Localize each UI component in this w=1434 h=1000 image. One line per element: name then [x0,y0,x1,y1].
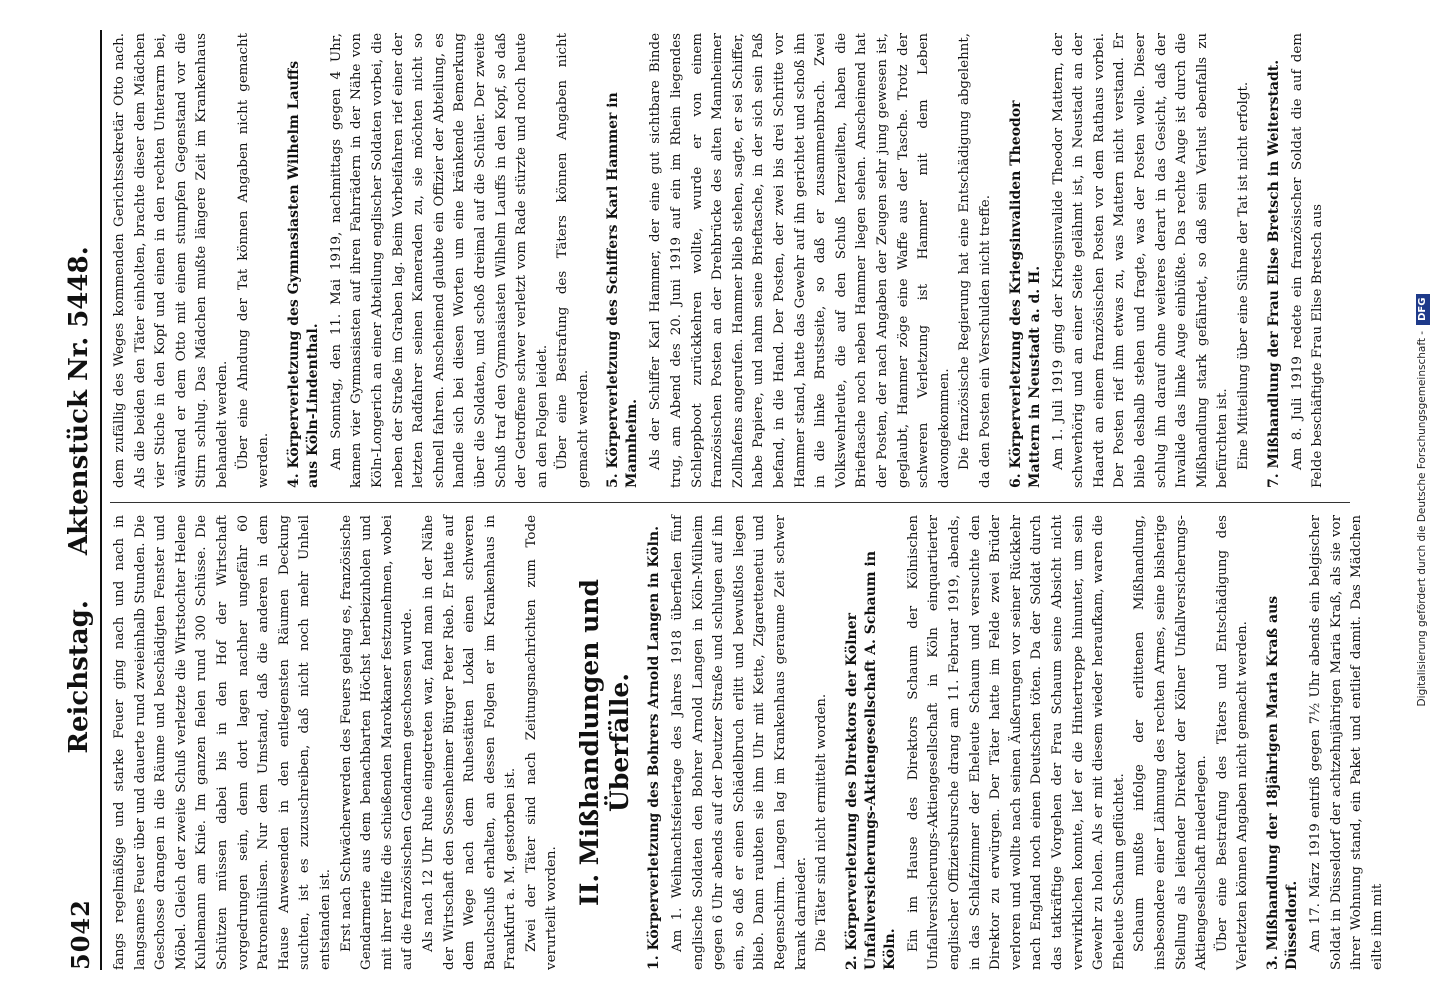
left-column [110,515,1385,970]
paragraph: Über eine Bestrafung des Täters können Angaben nicht gemacht werden. [555,33,591,488]
paragraph: Am 1. Juli 1919 ging der Kriegsinvalide Theodor Mattern, der schwerhörig und an einer Seite gelähmt ist, in Neustadt an der Haardt an einem französischen Posten vor dem Rathaus vorbei. Der Posten rief ihm etwas zu, was Mattern nicht verstand. Er blieb deshalb stehen und fragte, was der Posten wolle. Dieser schlug ihn darauf ohne weiteres derart in das Gesicht, daß der Invalide das linke Auge einbüßte. Das rechte Auge ist durch die Mißhandlung stark gefährdet, so daß sein Verlust ebenfalls zu befürchten ist. [1050,33,1231,488]
document-page [60,30,1385,970]
running-title [64,30,94,970]
paragraph: Am 8. Juli 1919 redete ein französischer Soldat die auf dem Felde beschäftigte Frau Elise Bretsch aus [1289,33,1326,488]
paragraph: Am Sonntag, den 11. Mai 1919, nachmittags gegen 4 Uhr, kamen vier Gymnasiasten auf ihren Fahrrädern in der Nähe von Köln-Longerich an einer Abteilung englischer Soldaten vorbei, die neben der Straße im Graben lag. Beim Vorbeifahren rief einer der letzten Radfahrer seinen Kameraden zu, sie möchten nicht so schnell fahren. Anscheinend glaubte ein Offizier der Abteilung, es handle sich bei diesen Worten um eine kränkende Bemerkung über die Soldaten, und schoß dreimal auf die Schüler. Der zweite Schuß traf den Gymnasiasten Wilhelm Lauffs in den Kopf, so daß der Getroffene schwer verletzt vom Rade stürzte und noch heute an den Folgen leidet. [328,33,550,488]
right-column [110,33,1350,488]
subsection-heading: 3. Mißhandlung der 18jährigen Maria Kraß aus Düsseldorf. [1264,595,1300,970]
paragraph: Über eine Ahndung der Tat können Angaben nicht gemacht werden. [235,33,272,488]
credit-text: Digitalisierung gefördert durch die Deutsche Forschungsgemeinschaft - [1416,330,1428,707]
dfg-logo: DFG [1416,294,1430,325]
subsection-heading: 2. Körperverletzung des Direktors der Kölner Unfallversicherungs-Aktiengesellschaft A. Schaum in Köln. [843,551,898,970]
paragraph: Schaum mußte infolge der erlittenen Mißhandlung, insbesondere einer Lähmung des rechten Armes, seine bisherige Stellung als leitender Direktor der Kölner Unfallversicherungs-Aktiengesellschaft niederlegen. [1132,515,1210,970]
paragraph: Eine Mitteilung über eine Sühne der Tat ist nicht erfolgt. [1235,81,1251,470]
subsection-heading: 6. Körperverletzung des Kriegsinvaliden Theodor Mattern in Neustadt a. d. H. [1007,100,1043,488]
header-left-title: Reichstag. [64,600,94,754]
subsection-heading: 7. Mißhandlung der Frau Elise Bretsch in Weiterstadt. [1265,59,1282,488]
paragraph: Als nach 12 Uhr Ruhe eingetreten war, fand man in der Nähe der Wirtschaft den Sossenheimer Bürger Peter Rieb. Er hatte auf dem Wege nach dem Ruhestätten Lokal einen schweren Bauchschuß erhalten, an dessen Folgen er im Krankenhaus in Frankfurt a. M. gestorben ist. [420,515,519,970]
page-header [60,30,102,970]
subsection-heading: 1. Körperverletzung des Bohrers Arnold Langen in Köln. [646,526,663,970]
paragraph: Die französische Regierung hat eine Entschädigung abgelehnt, da den Posten ein Verschulden nicht treffe. [957,33,993,488]
paragraph: Die Täter sind nicht ermittelt worden. [814,693,830,952]
paragraph: Zwei der Täter sind nach Zeitungsnachrichten zum Tode verurteilt worden. [523,515,560,970]
page-number: 5042 [66,899,95,970]
subsection-heading: 5. Körperverletzung des Schiffers Karl Hammer in Mannheim. [605,92,641,488]
column-divider [110,502,1350,503]
paragraph: Über eine Bestrafung des Täters und Entschädigung des Verletzten können Angaben nicht gemacht werden. [1214,515,1251,970]
paragraph: Am 1. Weihnachtsfeiertage des Jahres 1918 überfielen fünf englische Soldaten den Bohrer Arnold Langen in Köln-Mülheim gegen 6 Uhr abends auf der Deutzer Straße und schlugen auf ihn ein, so daß er einen Schädelbruch erlitt und bewußtlos liegen blieb. Dann raubten sie ihm Uhr mit Kette, Zigarettenetui und Regenschirm. Langen lag im Krankenhaus geraume Zeit schwer krank darnieder. [670,515,809,970]
paragraph: fangs regelmäßige und starke Feuer ging nach und nach in langsames Feuer über und dauerte rund zweieinhalb Stunden. Die Geschosse drangen in die Räume und beschädigten Fenster und Möbel. Gleich der zweite Schuß verletzte die Wirtstochter Helene Kuhlemann am Knie. Im ganzen fielen rund 300 Schüsse. Die Schützen müssen dabei bis in den Hof der Wirtschaft vorgedrungen sein, denn dort lagen nachher ungefähr 60 Patronenhülsen. Nur dem Umstand, daß die anderen in dem Hause Anwesenden in den entlegensten Räumen Deckung suchten, ist es zuzuschreiben, daß nicht noch mehr Unheil entstanden ist. [112,515,333,970]
header-right-title: Aktenstück Nr. 5448. [64,246,94,556]
section-title: II. Mißhandlungen und Überfälle. [575,579,635,906]
subsection-heading: 4. Körperverletzung des Gymnasiasten Wilhelm Lauffs aus Köln-Lindenthal. [285,60,321,488]
paragraph: Am 17. März 1919 entriß gegen 7½ Uhr abends ein belgischer Soldat in Düsseldorf der achtzehnjährigen Maria Kraß, als sie vor ihrer Wohnung stand, ein Paket und entlief damit. Das Mädchen eilte ihm mit [1307,515,1385,970]
digitization-credit [1412,10,1434,990]
paragraph: Als der Schiffer Karl Hammer, der eine gut sichtbare Binde trug, am Abend des 20. Juni 1919 auf ein im Rhein liegendes Schleppboot zurückkehren wollte, wurde er von einem französischen Posten an der Drehbrücke des alten Mannheimer Zollhafens angerufen. Hammer blieb stehen, sagte, er sei Schiffer, habe Papiere, und nahm seine Brieftasche, in der sich sein Paß befand, in die Hand. Der Posten, der zwei bis drei Schritte vor Hammer stand, hatte das Gewehr auf ihn gerichtet und schoß ihn in die linke Brustseite, so daß er zusammenbrach. Zwei Volkswehrleute, die auf den Schuß herzueilten, haben die Brieftasche noch neben Hammer liegen sehen. Anscheinend hat der Posten, der nach Angaben der Zeugen sehr jung gewesen ist, geglaubt, Hammer zöge eine Waffe aus der Tasche. Trotz der schweren Verletzung ist Hammer mit dem Leben davongekommen. [648,33,952,488]
paragraph: Ein im Hause des Direktors Schaum der Kölnischen Unfallversicherungs-Aktiengesellschaft in Köln einquartierter englischer Offiziersbursche drang am 11. Februar 1919, abends, in das Schlafzimmer der Eheleute Schaum und versuchte den Direktor zu erwürgen. Der Täter hatte im Felde zwei Brüder verloren und wollte nach seinen Äußerungen vor seiner Rückkehr nach England noch einen Deutschen töten. Da der Soldat durch das tatkräftige Vorgehen der Frau Schaum seine Absicht nicht verwirklichen konnte, lief er die Hintertreppe hinunter, um sein Gewehr zu holen. Als er mit diesem wieder heraufkam, waren die Eheleute Schaum geflüchtet. [905,515,1127,970]
paragraph: dem zufällig des Weges kommenden Gerichtssekretär Otto nach. Als die beiden den Täter einholten, brachte dieser dem Mädchen vier Stiche in den Kopf und einen in den rechten Unterarm bei, während er dem Otto mit einem stumpfen Gegenstand vor die Stirn schlug. Das Mädchen mußte längere Zeit im Krankenhaus behandelt werden. [112,33,230,488]
paragraph: Erst nach Schwächerwerden des Feuers gelang es, französische Gendarmerie aus dem benachbarten Höchst herbeizuholen und mit ihrer Hilfe die schießenden Marokkaner festzunehmen, wobei auf die französischen Gendarmen geschossen wurde. [338,515,416,970]
